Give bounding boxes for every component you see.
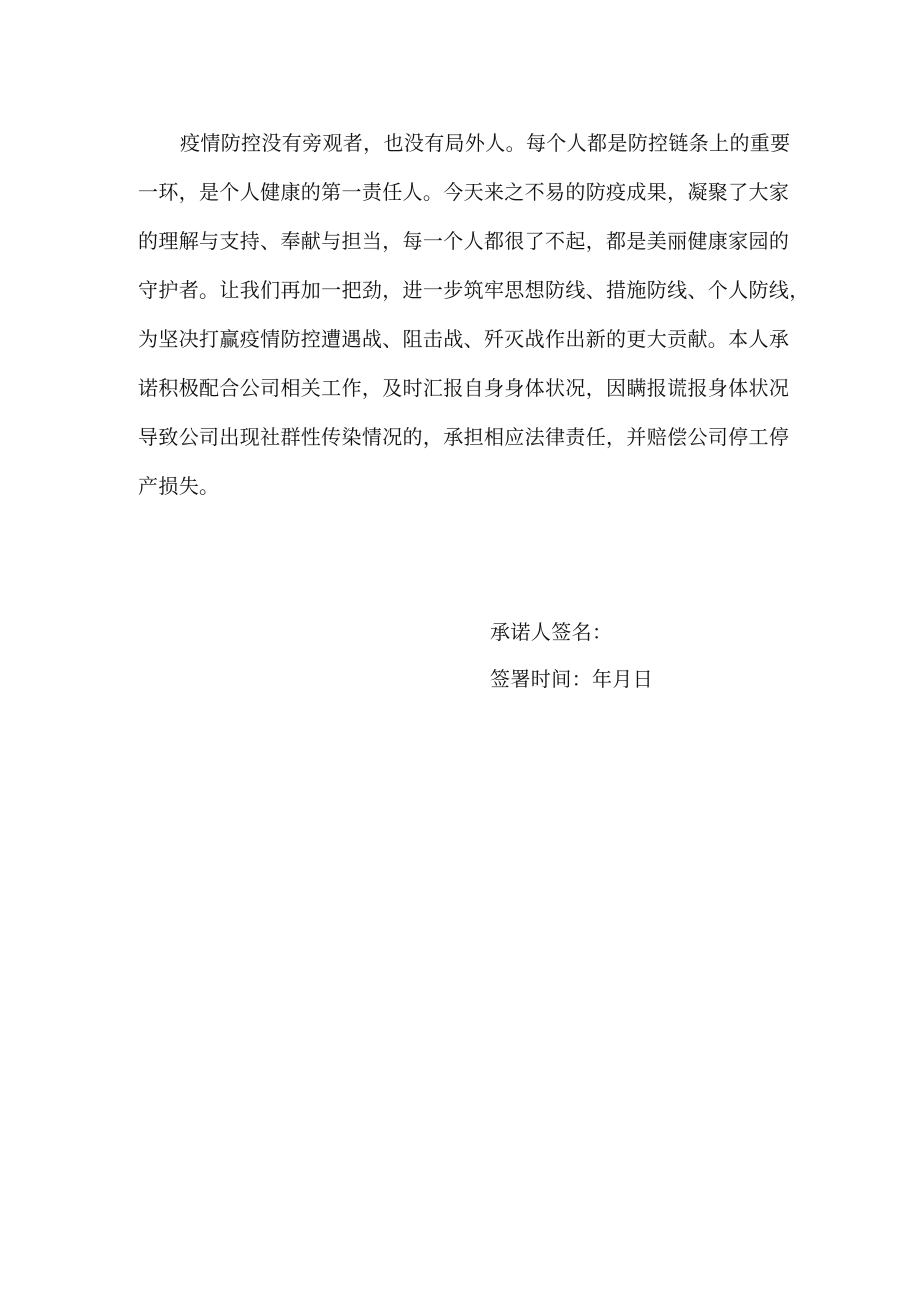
signature-label: 承诺人签名： [490,620,613,644]
date-label: 签署时间：年月日 [490,667,654,691]
signature-block [490,609,790,703]
paragraph-line: 守护者。让我们再加一把劲，进一步筑牢思想防线、措施防线、个人防线， [138,278,810,302]
paragraph-line: 诺积极配合公司相关工作，及时汇报自身身体状况，因瞒报谎报身体状况 [138,376,790,400]
paragraph-line: 导致公司出现社群性传染情况的，承担相应法律责任，并赔偿公司停工停 [138,425,790,449]
paragraph-line: 产损失。 [138,474,220,498]
paragraph-line: 疫情防控没有旁观者，也没有局外人。每个人都是防控链条上的重要 [180,131,791,155]
paragraph-line: 的理解与支持、奉献与担当，每一个人都很了不起，都是美丽健康家园的 [138,229,790,253]
commitment-paragraph [138,119,810,511]
paragraph-line: 一环，是个人健康的第一责任人。今天来之不易的防疫成果，凝聚了大家 [138,180,790,204]
paragraph-line: 为坚决打赢疫情防控遭遇战、阻击战、歼灭战作出新的更大贡献。本人承 [138,327,790,351]
